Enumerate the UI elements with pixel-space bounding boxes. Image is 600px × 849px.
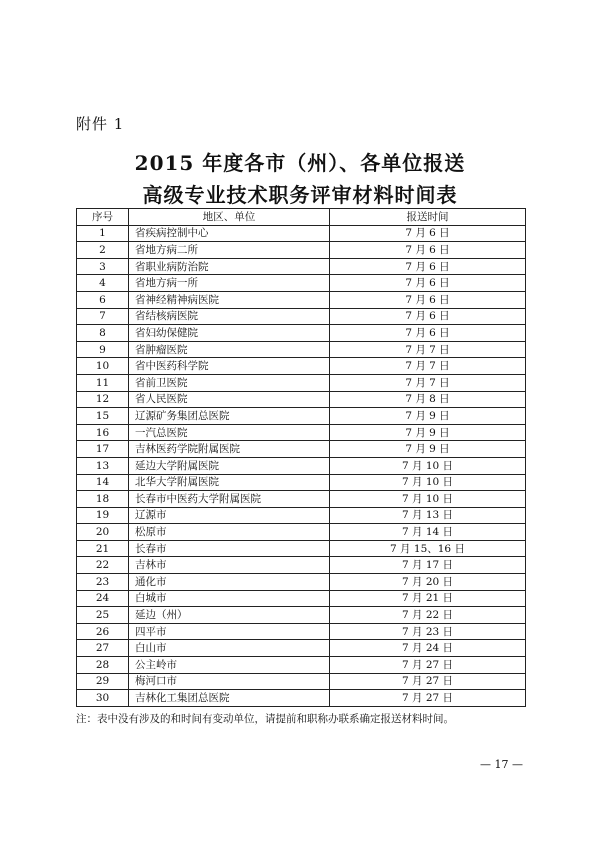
row-submission-date: 7 月 9 日 — [330, 408, 526, 425]
row-submission-date: 7 月 6 日 — [330, 308, 526, 325]
row-submission-date: 7 月 9 日 — [330, 441, 526, 458]
row-unit-name: 省地方病二所 — [129, 242, 330, 259]
table-row — [77, 690, 526, 707]
row-submission-date: 7 月 9 日 — [330, 424, 526, 441]
header-region-unit: 地区、单位 — [129, 209, 330, 226]
row-serial-number: 15 — [77, 408, 129, 425]
row-unit-name: 省结核病医院 — [129, 308, 330, 325]
row-serial-number: 24 — [77, 590, 129, 607]
row-unit-name: 省妇幼保健院 — [129, 325, 330, 342]
row-submission-date: 7 月 15、16 日 — [330, 540, 526, 557]
page-number: — 17 — — [480, 758, 523, 771]
row-unit-name: 白城市 — [129, 590, 330, 607]
table-row — [77, 291, 526, 308]
table-row — [77, 424, 526, 441]
table-row — [77, 640, 526, 657]
row-serial-number: 13 — [77, 457, 129, 474]
attachment-label: 附件 1 — [76, 115, 125, 133]
table-row — [77, 491, 526, 508]
row-submission-date: 7 月 7 日 — [330, 374, 526, 391]
row-submission-date: 7 月 17 日 — [330, 557, 526, 574]
table-row — [77, 391, 526, 408]
row-unit-name: 一汽总医院 — [129, 424, 330, 441]
table-row — [77, 242, 526, 259]
row-serial-number: 17 — [77, 441, 129, 458]
row-serial-number: 9 — [77, 341, 129, 358]
row-serial-number: 16 — [77, 424, 129, 441]
schedule-table — [76, 208, 526, 707]
row-unit-name: 省肿瘤医院 — [129, 341, 330, 358]
row-submission-date: 7 月 27 日 — [330, 657, 526, 674]
row-serial-number: 19 — [77, 507, 129, 524]
row-submission-date: 7 月 6 日 — [330, 225, 526, 242]
row-serial-number: 4 — [77, 275, 129, 292]
header-serial-number: 序号 — [77, 209, 129, 226]
table-row — [77, 374, 526, 391]
table-row — [77, 673, 526, 690]
row-unit-name: 吉林化工集团总医院 — [129, 690, 330, 707]
table-row — [77, 225, 526, 242]
table-header-row — [77, 209, 526, 226]
row-unit-name: 省人民医院 — [129, 391, 330, 408]
row-submission-date: 7 月 13 日 — [330, 507, 526, 524]
table-row — [77, 557, 526, 574]
row-serial-number: 21 — [77, 540, 129, 557]
row-serial-number: 7 — [77, 308, 129, 325]
row-unit-name: 延边（州） — [129, 607, 330, 624]
table-row — [77, 623, 526, 640]
table-row — [77, 657, 526, 674]
document-title-line-1: 2015 年度各市（州）、各单位报送 — [134, 151, 466, 175]
table-row — [77, 441, 526, 458]
row-unit-name: 长春市中医药大学附属医院 — [129, 491, 330, 508]
row-serial-number: 14 — [77, 474, 129, 491]
table-row — [77, 524, 526, 541]
row-unit-name: 省中医药科学院 — [129, 358, 330, 375]
row-serial-number: 12 — [77, 391, 129, 408]
row-serial-number: 26 — [77, 623, 129, 640]
table-row — [77, 258, 526, 275]
row-unit-name: 延边大学附属医院 — [129, 457, 330, 474]
row-submission-date: 7 月 10 日 — [330, 491, 526, 508]
row-serial-number: 2 — [77, 242, 129, 259]
row-unit-name: 辽源市 — [129, 507, 330, 524]
row-serial-number: 18 — [77, 491, 129, 508]
row-submission-date: 7 月 7 日 — [330, 358, 526, 375]
row-submission-date: 7 月 21 日 — [330, 590, 526, 607]
table-row — [77, 590, 526, 607]
row-unit-name: 省职业病防治院 — [129, 258, 330, 275]
row-submission-date: 7 月 22 日 — [330, 607, 526, 624]
table-row — [77, 341, 526, 358]
row-unit-name: 吉林医药学院附属医院 — [129, 441, 330, 458]
row-submission-date: 7 月 6 日 — [330, 275, 526, 292]
row-serial-number: 3 — [77, 258, 129, 275]
row-serial-number: 29 — [77, 673, 129, 690]
row-serial-number: 23 — [77, 574, 129, 591]
row-submission-date: 7 月 20 日 — [330, 574, 526, 591]
table-row — [77, 457, 526, 474]
table-row — [77, 408, 526, 425]
row-submission-date: 7 月 6 日 — [330, 325, 526, 342]
table-row — [77, 607, 526, 624]
row-unit-name: 松原市 — [129, 524, 330, 541]
table-row — [77, 308, 526, 325]
header-submission-time: 报送时间 — [330, 209, 526, 226]
row-submission-date: 7 月 6 日 — [330, 291, 526, 308]
row-serial-number: 27 — [77, 640, 129, 657]
row-submission-date: 7 月 7 日 — [330, 341, 526, 358]
row-serial-number: 6 — [77, 291, 129, 308]
row-submission-date: 7 月 6 日 — [330, 242, 526, 259]
row-submission-date: 7 月 14 日 — [330, 524, 526, 541]
row-submission-date: 7 月 27 日 — [330, 673, 526, 690]
row-unit-name: 白山市 — [129, 640, 330, 657]
row-unit-name: 北华大学附属医院 — [129, 474, 330, 491]
row-unit-name: 吉林市 — [129, 557, 330, 574]
row-submission-date: 7 月 10 日 — [330, 474, 526, 491]
row-unit-name: 公主岭市 — [129, 657, 330, 674]
row-submission-date: 7 月 23 日 — [330, 623, 526, 640]
table-row — [77, 358, 526, 375]
row-serial-number: 10 — [77, 358, 129, 375]
row-unit-name: 长春市 — [129, 540, 330, 557]
table-row — [77, 574, 526, 591]
row-unit-name: 省疾病控制中心 — [129, 225, 330, 242]
row-submission-date: 7 月 8 日 — [330, 391, 526, 408]
table-row — [77, 507, 526, 524]
row-serial-number: 8 — [77, 325, 129, 342]
row-submission-date: 7 月 10 日 — [330, 457, 526, 474]
row-submission-date: 7 月 6 日 — [330, 258, 526, 275]
row-serial-number: 1 — [77, 225, 129, 242]
table-row — [77, 474, 526, 491]
document-title-line-2: 高级专业技术职务评审材料时间表 — [142, 183, 458, 207]
row-serial-number: 20 — [77, 524, 129, 541]
row-submission-date: 7 月 24 日 — [330, 640, 526, 657]
row-serial-number: 25 — [77, 607, 129, 624]
row-serial-number: 11 — [77, 374, 129, 391]
table-row — [77, 275, 526, 292]
row-unit-name: 四平市 — [129, 623, 330, 640]
row-unit-name: 省神经精神病医院 — [129, 291, 330, 308]
row-submission-date: 7 月 27 日 — [330, 690, 526, 707]
row-unit-name: 梅河口市 — [129, 673, 330, 690]
row-unit-name: 辽源矿务集团总医院 — [129, 408, 330, 425]
row-unit-name: 通化市 — [129, 574, 330, 591]
row-serial-number: 22 — [77, 557, 129, 574]
footnote: 注：表中没有涉及的和时间有变动单位，请提前和职称办联系确定报送材料时间。 — [76, 713, 454, 725]
table-row — [77, 540, 526, 557]
row-serial-number: 28 — [77, 657, 129, 674]
table-row — [77, 325, 526, 342]
row-serial-number: 30 — [77, 690, 129, 707]
row-unit-name: 省地方病一所 — [129, 275, 330, 292]
row-unit-name: 省前卫医院 — [129, 374, 330, 391]
